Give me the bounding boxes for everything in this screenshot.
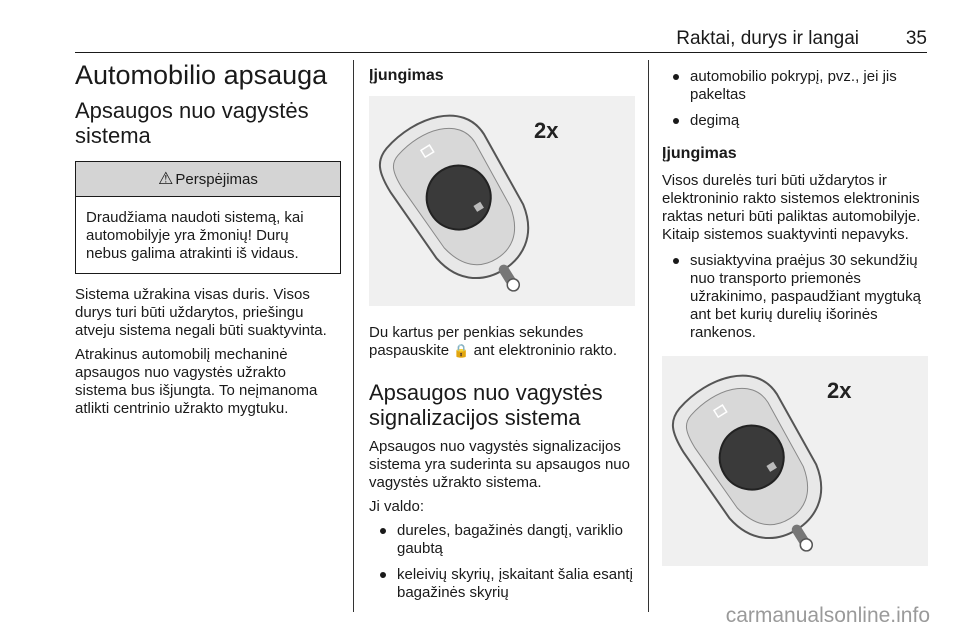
header-title: Raktai, durys ir langai bbox=[676, 28, 859, 49]
column-left bbox=[75, 60, 341, 418]
list-item bbox=[662, 112, 928, 130]
lock-icon: 🔒 bbox=[453, 343, 470, 358]
paragraph: Ji valdo: bbox=[369, 498, 425, 515]
list-item-text: dureles, bagažinės dangtį, variklio gaubtą bbox=[397, 522, 623, 557]
paragraph: Sistema užrakina visas duris. Visos durys turi būti uždarytos, priešingu atveju sistema negali būti suaktyvinta. bbox=[75, 286, 327, 339]
warning-title: Perspėjimas bbox=[175, 171, 258, 188]
list-item bbox=[662, 68, 928, 104]
heading-activation: Įjungimas bbox=[369, 67, 444, 84]
column-divider bbox=[648, 60, 649, 612]
bullet-list bbox=[662, 68, 928, 130]
section-title: Automobilio apsauga bbox=[75, 60, 328, 90]
warning-text: Draudžiama naudoti sistemą, kai automobilyje yra žmonių! Durų nebus galima atrakinti iš vidaus. bbox=[86, 209, 304, 262]
bullet-icon bbox=[380, 572, 386, 578]
press-twice-label: 2x bbox=[827, 378, 852, 403]
subsection-title: Apsaugos nuo vagystės signalizacijos sistema bbox=[369, 380, 603, 430]
heading-activation: Įjungimas bbox=[662, 145, 737, 162]
caption bbox=[369, 324, 635, 360]
list-item bbox=[662, 252, 928, 342]
page-header bbox=[75, 26, 927, 53]
page-number: 35 bbox=[905, 28, 927, 49]
watermark: carmanualsonline.info bbox=[725, 604, 930, 627]
bullet-list bbox=[369, 522, 635, 602]
column-middle bbox=[369, 60, 635, 602]
bullet-icon bbox=[380, 528, 386, 534]
column-divider bbox=[353, 60, 354, 612]
bullet-list bbox=[662, 252, 928, 342]
paragraph: Visos durelės turi būti uždarytos ir elektroninio rakto sistemos elektroninis raktas neturi būti paliktas automobilyje. Kitaip sistemos suaktyvinti nepavyks. bbox=[662, 172, 921, 243]
caption-text: Du kartus per penkias sekundes paspauskite bbox=[369, 324, 584, 359]
warning-header bbox=[76, 162, 340, 197]
list-item-text: degimą bbox=[690, 112, 740, 129]
warning-box bbox=[75, 161, 341, 274]
caption-text: ant elektroninio rakto. bbox=[469, 342, 618, 359]
paragraph: Atrakinus automobilį mechaninė apsaugos nuo vagystės užrakto sistema bus išjungta. To neįmanoma atlikti centrinio užrakto mygtuku. bbox=[75, 346, 318, 417]
warning-triangle-icon: ⚠ bbox=[158, 169, 174, 188]
key-fob-image bbox=[369, 96, 635, 306]
bullet-icon bbox=[673, 74, 679, 80]
key-fob-image bbox=[662, 356, 928, 566]
bullet-icon bbox=[673, 118, 679, 124]
list-item-text: keleivių skyrių, įskaitant šalia esantį bagažinės skyrių bbox=[397, 566, 633, 601]
column-right bbox=[662, 60, 928, 566]
bullet-icon bbox=[673, 258, 679, 264]
list-item bbox=[369, 522, 635, 558]
press-twice-label: 2x bbox=[534, 118, 559, 143]
subsection-title: Apsaugos nuo vagystės sistema bbox=[75, 98, 309, 148]
list-item bbox=[369, 566, 635, 602]
paragraph: Apsaugos nuo vagystės signalizacijos sistema yra suderinta su apsaugos nuo vagystės užrakto sistema. bbox=[369, 438, 630, 491]
list-item-text: susiaktyvina praėjus 30 sekundžių nuo transporto priemonės užrakinimo, paspaudžiant mygtuką ant bet kurių durelių išorinės rankenos. bbox=[690, 252, 921, 341]
list-item-text: automobilio pokrypį, pvz., jei jis pakeltas bbox=[690, 68, 897, 103]
